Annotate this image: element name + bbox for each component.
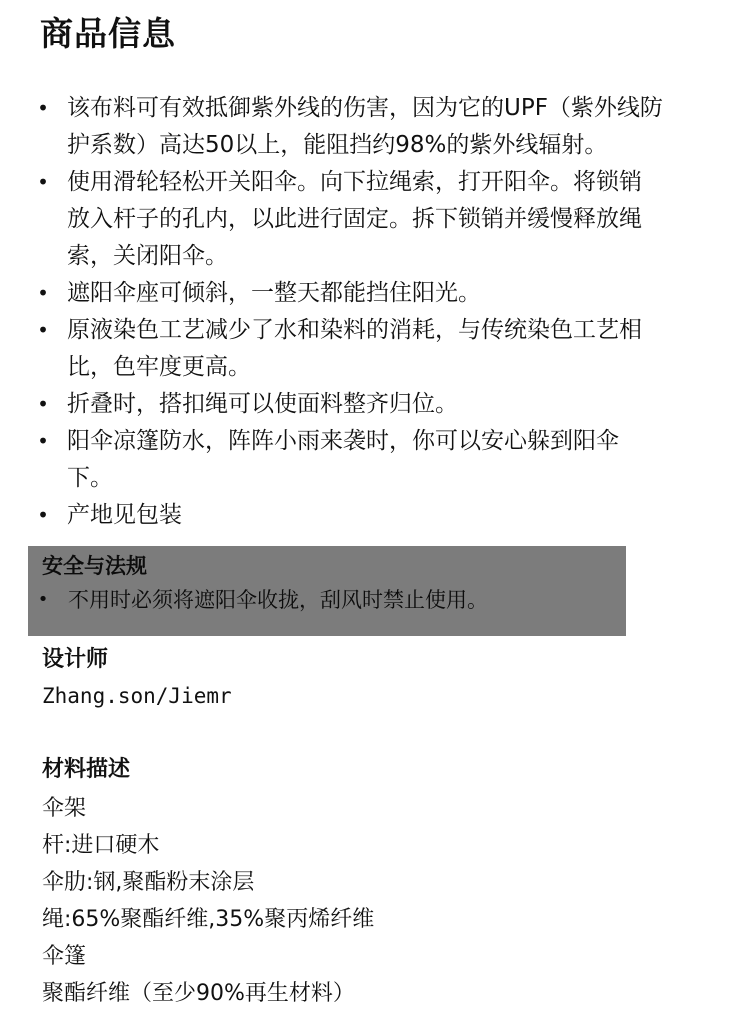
bullet-icon: • xyxy=(37,281,49,305)
bullet-icon: • xyxy=(37,96,49,120)
materials-line: 伞架 xyxy=(42,796,87,821)
feature-text-line: 产地见包装 xyxy=(67,502,182,528)
feature-text-line: 折叠时，搭扣绳可以使面料整齐归位。 xyxy=(67,391,458,417)
list-item xyxy=(36,423,716,497)
list-item xyxy=(36,275,716,312)
bullet-icon: • xyxy=(37,429,49,453)
designer-name: Zhang.son/Jiemr xyxy=(42,684,232,708)
list-item xyxy=(36,497,716,534)
materials-line: 伞肋:钢,聚酯粉末涂层 xyxy=(42,870,255,895)
safety-section xyxy=(28,546,626,636)
materials-heading: 材料描述 xyxy=(42,757,131,782)
page-title: 商品信息 xyxy=(40,14,176,53)
materials-line: 杆:进口硬木 xyxy=(42,833,160,858)
feature-list xyxy=(36,90,716,534)
safety-heading: 安全与法规 xyxy=(42,554,147,578)
list-item xyxy=(36,312,716,386)
feature-text-line: 比，色牢度更高。 xyxy=(67,354,251,380)
bullet-icon: • xyxy=(37,318,49,342)
feature-text-line: 阳伞凉篷防水，阵阵小雨来袭时，你可以安心躲到阳伞 xyxy=(67,428,619,454)
safety-text: 不用时必须将遮阳伞收拢，刮风时禁止使用。 xyxy=(68,588,488,612)
bullet-icon: • xyxy=(37,503,49,527)
materials-list xyxy=(42,790,374,1012)
bullet-icon: • xyxy=(37,392,49,416)
feature-text-line: 原液染色工艺减少了水和染料的消耗，与传统染色工艺相 xyxy=(67,317,642,343)
list-item xyxy=(36,164,716,275)
list-item xyxy=(36,90,716,164)
list-item xyxy=(36,386,716,423)
bullet-icon: • xyxy=(37,170,49,194)
materials-line: 伞篷 xyxy=(42,944,87,969)
feature-text-line: 下。 xyxy=(67,465,113,491)
bullet-icon: • xyxy=(37,589,49,610)
safety-list-item xyxy=(36,585,488,615)
feature-text-line: 放入杆子的孔内，以此进行固定。拆下锁销并缓慢释放绳 xyxy=(67,206,642,232)
feature-text-line: 遮阳伞座可倾斜，一整天都能挡住阳光。 xyxy=(67,280,481,306)
materials-line: 绳:65%聚酯纤维,35%聚丙烯纤维 xyxy=(42,907,375,932)
feature-text-line: 护系数）高达50以上，能阻挡约98%的紫外线辐射。 xyxy=(67,132,608,158)
materials-line: 聚酯纤维（至少90%再生材料） xyxy=(42,981,355,1006)
designer-heading: 设计师 xyxy=(42,647,109,672)
feature-text-line: 该布料可有效抵御紫外线的伤害，因为它的UPF（紫外线防 xyxy=(67,95,663,121)
feature-text-line: 使用滑轮轻松开关阳伞。向下拉绳索，打开阳伞。将锁销 xyxy=(67,169,642,195)
feature-text-line: 索，关闭阳伞。 xyxy=(67,243,228,269)
